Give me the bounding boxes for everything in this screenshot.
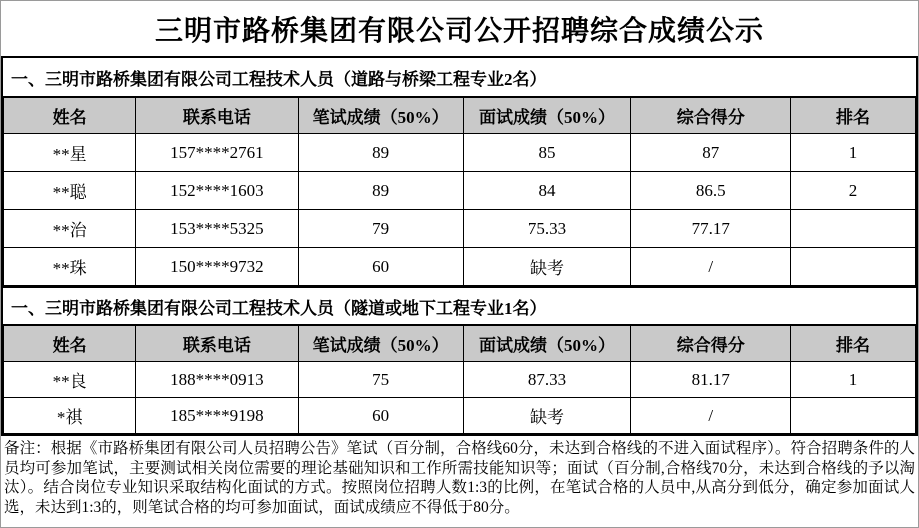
table-row xyxy=(4,248,916,286)
cell-name: **良 xyxy=(4,362,136,398)
cell-phone: 157****2761 xyxy=(136,134,298,172)
table-row xyxy=(4,398,916,434)
cell-phone: 150****9732 xyxy=(136,248,298,286)
cell-written-score: 89 xyxy=(298,134,463,172)
column-header-written-score: 笔试成绩（50%） xyxy=(298,326,463,362)
column-header-rank: 排名 xyxy=(791,326,916,362)
column-header-name: 姓名 xyxy=(4,98,136,134)
cell-interview-score: 缺考 xyxy=(463,398,631,434)
cell-phone: 188****0913 xyxy=(136,362,298,398)
cell-name: **聪 xyxy=(4,172,136,210)
cell-total-score: 86.5 xyxy=(631,172,791,210)
score-table-tunnel xyxy=(3,325,916,434)
cell-written-score: 75 xyxy=(298,362,463,398)
section-2-heading: 一、三明市路桥集团有限公司工程技术人员（隧道或地下工程专业1名） xyxy=(3,286,916,325)
section-1-heading: 一、三明市路桥集团有限公司工程技术人员（道路与桥梁工程专业2名） xyxy=(3,58,916,97)
cell-interview-score: 87.33 xyxy=(463,362,631,398)
page-title: 三明市路桥集团有限公司公开招聘综合成绩公示 xyxy=(154,15,764,47)
column-header-written-score: 笔试成绩（50%） xyxy=(298,98,463,134)
cell-rank: 1 xyxy=(791,134,916,172)
table-row xyxy=(4,134,916,172)
column-header-name: 姓名 xyxy=(4,326,136,362)
score-table-road-bridge xyxy=(3,97,916,286)
cell-interview-score: 75.33 xyxy=(463,210,631,248)
title-block xyxy=(1,1,918,56)
column-header-interview-score: 面试成绩（50%） xyxy=(463,326,631,362)
cell-written-score: 89 xyxy=(298,172,463,210)
cell-rank xyxy=(791,210,916,248)
cell-total-score: / xyxy=(631,398,791,434)
cell-written-score: 60 xyxy=(298,398,463,434)
cell-rank: 1 xyxy=(791,362,916,398)
cell-total-score: 81.17 xyxy=(631,362,791,398)
column-header-total-score: 综合得分 xyxy=(631,326,791,362)
announcement-table xyxy=(1,56,918,436)
cell-interview-score: 84 xyxy=(463,172,631,210)
cell-rank: 2 xyxy=(791,172,916,210)
cell-name: *祺 xyxy=(4,398,136,434)
cell-phone: 152****1603 xyxy=(136,172,298,210)
cell-written-score: 60 xyxy=(298,248,463,286)
cell-phone: 185****9198 xyxy=(136,398,298,434)
cell-total-score: / xyxy=(631,248,791,286)
column-header-phone: 联系电话 xyxy=(136,98,298,134)
column-header-phone: 联系电话 xyxy=(136,326,298,362)
cell-rank xyxy=(791,248,916,286)
cell-name: **星 xyxy=(4,134,136,172)
table-header-row xyxy=(4,326,916,362)
table-row xyxy=(4,362,916,398)
column-header-interview-score: 面试成绩（50%） xyxy=(463,98,631,134)
cell-written-score: 79 xyxy=(298,210,463,248)
cell-name: **治 xyxy=(4,210,136,248)
table-row xyxy=(4,210,916,248)
cell-interview-score: 85 xyxy=(463,134,631,172)
table-header-row xyxy=(4,98,916,134)
cell-interview-score: 缺考 xyxy=(463,248,631,286)
cell-name: **珠 xyxy=(4,248,136,286)
column-header-total-score: 综合得分 xyxy=(631,98,791,134)
cell-rank xyxy=(791,398,916,434)
cell-total-score: 77.17 xyxy=(631,210,791,248)
remarks-note: 备注：根据《市路桥集团有限公司人员招聘公告》笔试（百分制，合格线60分，未达到合格线的不进入面试程序）。符合招聘条件的人员均可参加笔试，主要测试相关岗位需要的理论基础知识和工作所需技能知识等；面试（百分制,合格线70分，未达到合格线的予以淘汰）。结合岗位专业知识采取结构化面试的方式。按照岗位招聘人数1:3的比例，在笔试合格的人员中,从高分到低分，确定参加面试人选，未达到1:3的，则笔试合格的均可参加面试，面试成绩应不得低于80分。 xyxy=(4,440,915,516)
column-header-rank: 排名 xyxy=(791,98,916,134)
table-row xyxy=(4,172,916,210)
cell-phone: 153****5325 xyxy=(136,210,298,248)
cell-total-score: 87 xyxy=(631,134,791,172)
